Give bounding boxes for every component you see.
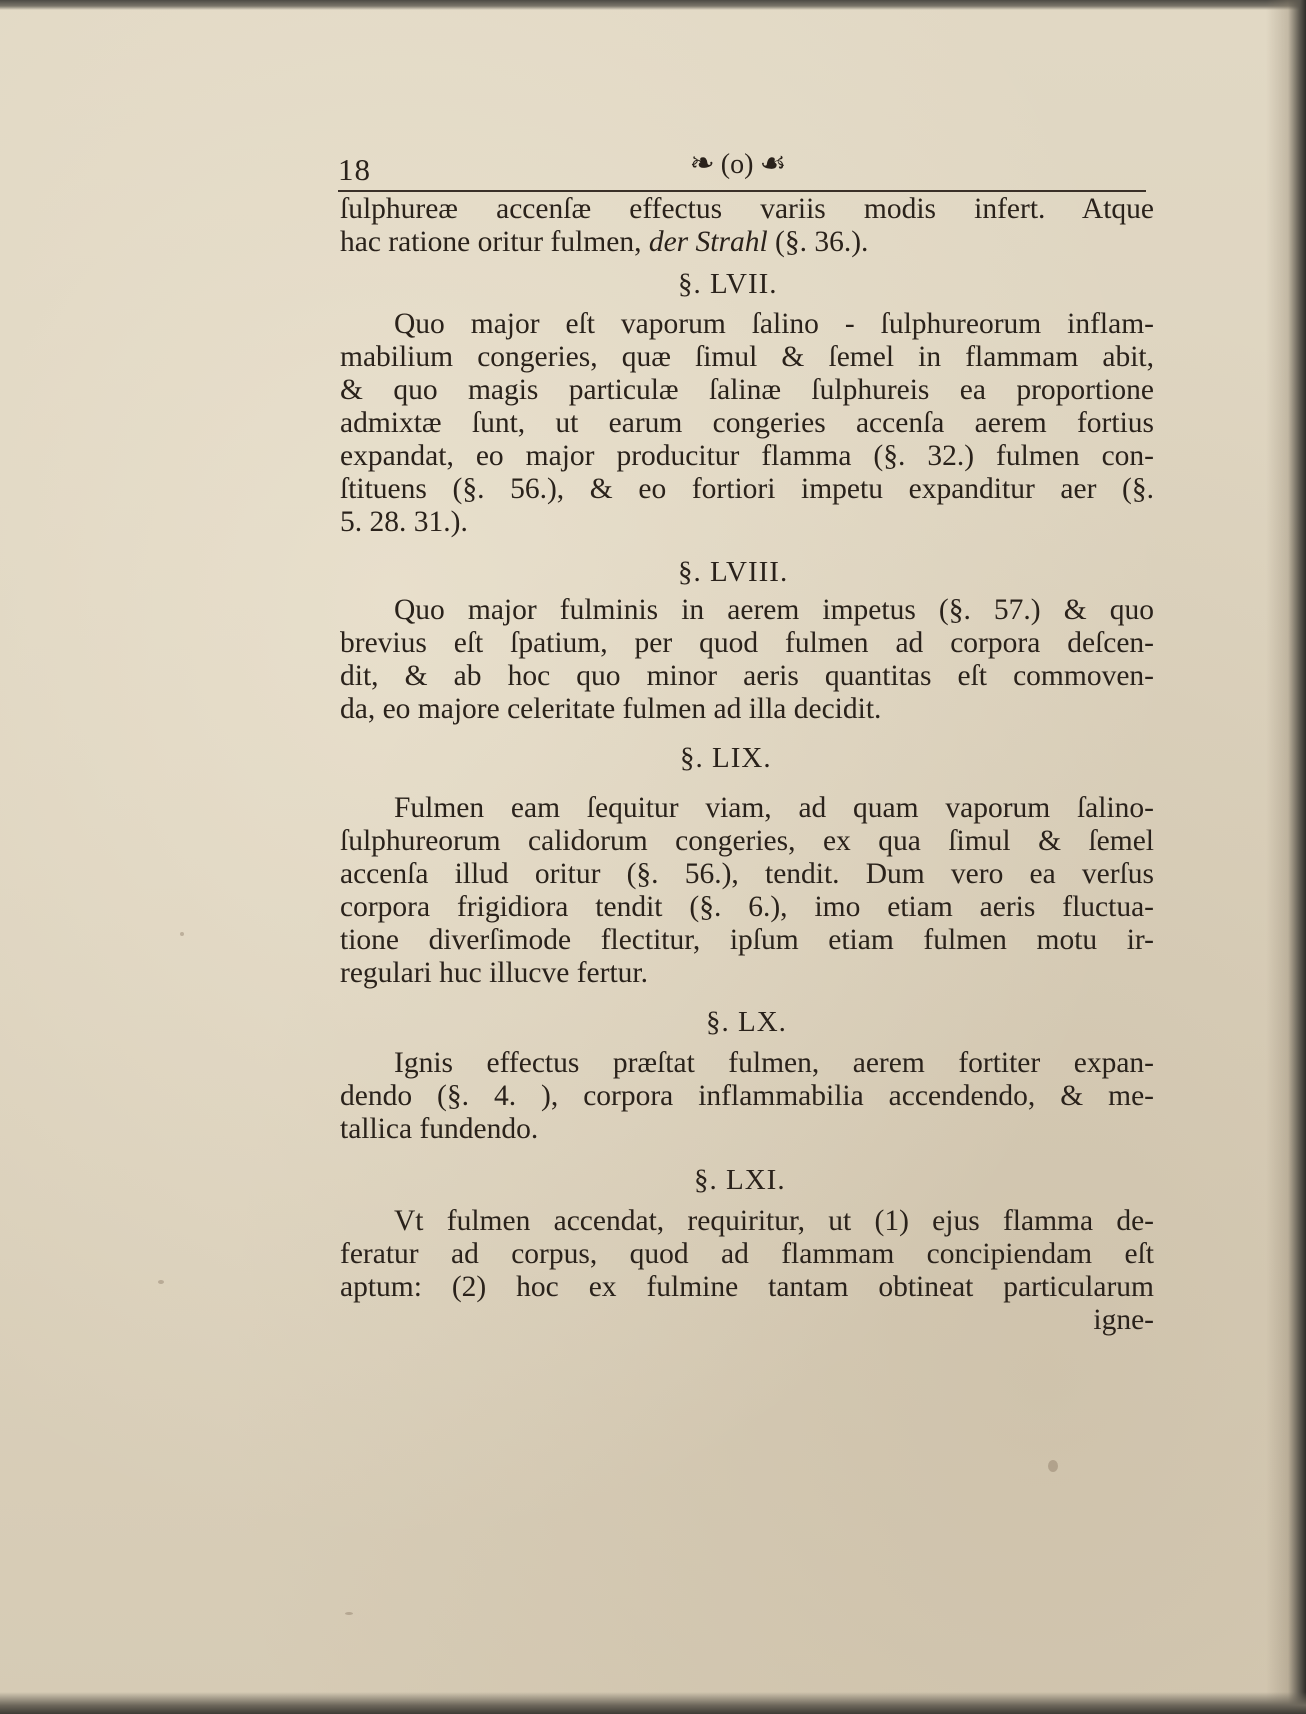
text-line: accenſa illud oritur (§. 56.), tendit. Dum vero ea verſus — [340, 858, 1154, 890]
text-line: admixtæ ſunt, ut earum congeries accenſa aerem fortius — [340, 407, 1154, 439]
intro-paragraph — [340, 193, 1154, 259]
text-run: (§. 36.). — [767, 226, 869, 258]
paper-speck — [158, 1280, 164, 1284]
text-line: da, eo majore celeritate fulmen ad illa decidit. — [340, 693, 882, 725]
header-rule — [338, 190, 1146, 192]
section-lvii-paragraph — [340, 308, 1154, 539]
text-line: ſtituens (§. 56.), & eo fortiori impetu expanditur aer (§. — [340, 473, 1154, 505]
paper-speck — [180, 932, 184, 936]
text-line: & quo magis particulæ ſalinæ ſulphureis ea proportione — [340, 374, 1154, 406]
text-line: Vt fulmen accendat, requiritur, ut (1) ejus flamma de- — [394, 1205, 1154, 1237]
header-ornament — [638, 146, 838, 181]
fleuron-left-icon: ❧ — [689, 147, 715, 180]
section-lviii-paragraph — [340, 594, 1154, 726]
page-binding-edge — [1266, 0, 1306, 1714]
text-line: Quo major fulminis in aerem impetus (§. 57.) & quo — [394, 594, 1154, 626]
page-top-edge — [0, 0, 1306, 10]
text-line: Ignis effectus præſtat fulmen, aerem fortiter expan- — [394, 1047, 1154, 1079]
text-line: Fulmen eam ſequitur viam, ad quam vaporum ſalino- — [394, 792, 1154, 824]
page-bottom-edge — [0, 1692, 1306, 1714]
text-line: feratur ad corpus, quod ad flammam concipiendam eſt — [340, 1238, 1154, 1270]
text-line: ſulphureæ accenſæ effectus variis modis infert. Atque — [340, 193, 1154, 225]
text-line: Quo major eſt vaporum ſalino - ſulphureorum inflam- — [394, 308, 1154, 340]
text-line: corpora frigidiora tendit (§. 6.), imo etiam aeris fluctua- — [340, 891, 1154, 923]
text-line: 5. 28. 31.). — [340, 506, 468, 538]
page-number: 18 — [338, 152, 371, 187]
text-line: dendo (§. 4. ), corpora inflammabilia accendendo, & me- — [340, 1080, 1154, 1112]
text-line — [340, 226, 1154, 259]
section-heading-lviii: §. LVIII. — [678, 556, 789, 588]
text-line: brevius eſt ſpatium, per quod fulmen ad corpora deſcen- — [340, 627, 1154, 659]
text-line: tione diverſimode flectitur, ipſum etiam fulmen motu ir- — [340, 924, 1154, 956]
catchword: igne- — [1093, 1304, 1154, 1336]
section-lx-paragraph — [340, 1047, 1154, 1146]
text-line: dit, & ab hoc quo minor aeris quantitas eſt commoven- — [340, 660, 1154, 692]
section-lxi-paragraph — [340, 1205, 1154, 1337]
section-heading-lxi: §. LXI. — [694, 1164, 786, 1196]
text-line: ſulphureorum calidorum congeries, ex qua ſimul & ſemel — [340, 825, 1154, 857]
german-term: der Strahl — [648, 226, 768, 258]
paper-speck — [1048, 1460, 1058, 1472]
text-line: aptum: (2) hoc ex fulmine tantam obtineat particularum — [340, 1271, 1154, 1303]
section-lix-paragraph — [340, 792, 1154, 990]
section-heading-lvii: §. LVII. — [678, 268, 778, 300]
text-line: regulari huc illucve fertur. — [340, 957, 648, 989]
section-heading-lx: §. LX. — [706, 1006, 787, 1038]
ornament-center-mark: (o) — [720, 149, 754, 180]
text-line: tallica fundendo. — [340, 1113, 539, 1145]
text-line: expandat, eo major producitur flamma (§. 32.) fulmen con- — [340, 440, 1154, 472]
section-heading-lix: §. LIX. — [680, 742, 772, 774]
paper-speck — [345, 1612, 353, 1615]
running-header — [338, 146, 1146, 192]
text-run: hac ratione oritur fulmen, — [340, 226, 649, 258]
fleuron-right-icon: ☙ — [759, 147, 787, 180]
text-line: mabilium congeries, quæ ſimul & ſemel in flammam abit, — [340, 341, 1154, 373]
